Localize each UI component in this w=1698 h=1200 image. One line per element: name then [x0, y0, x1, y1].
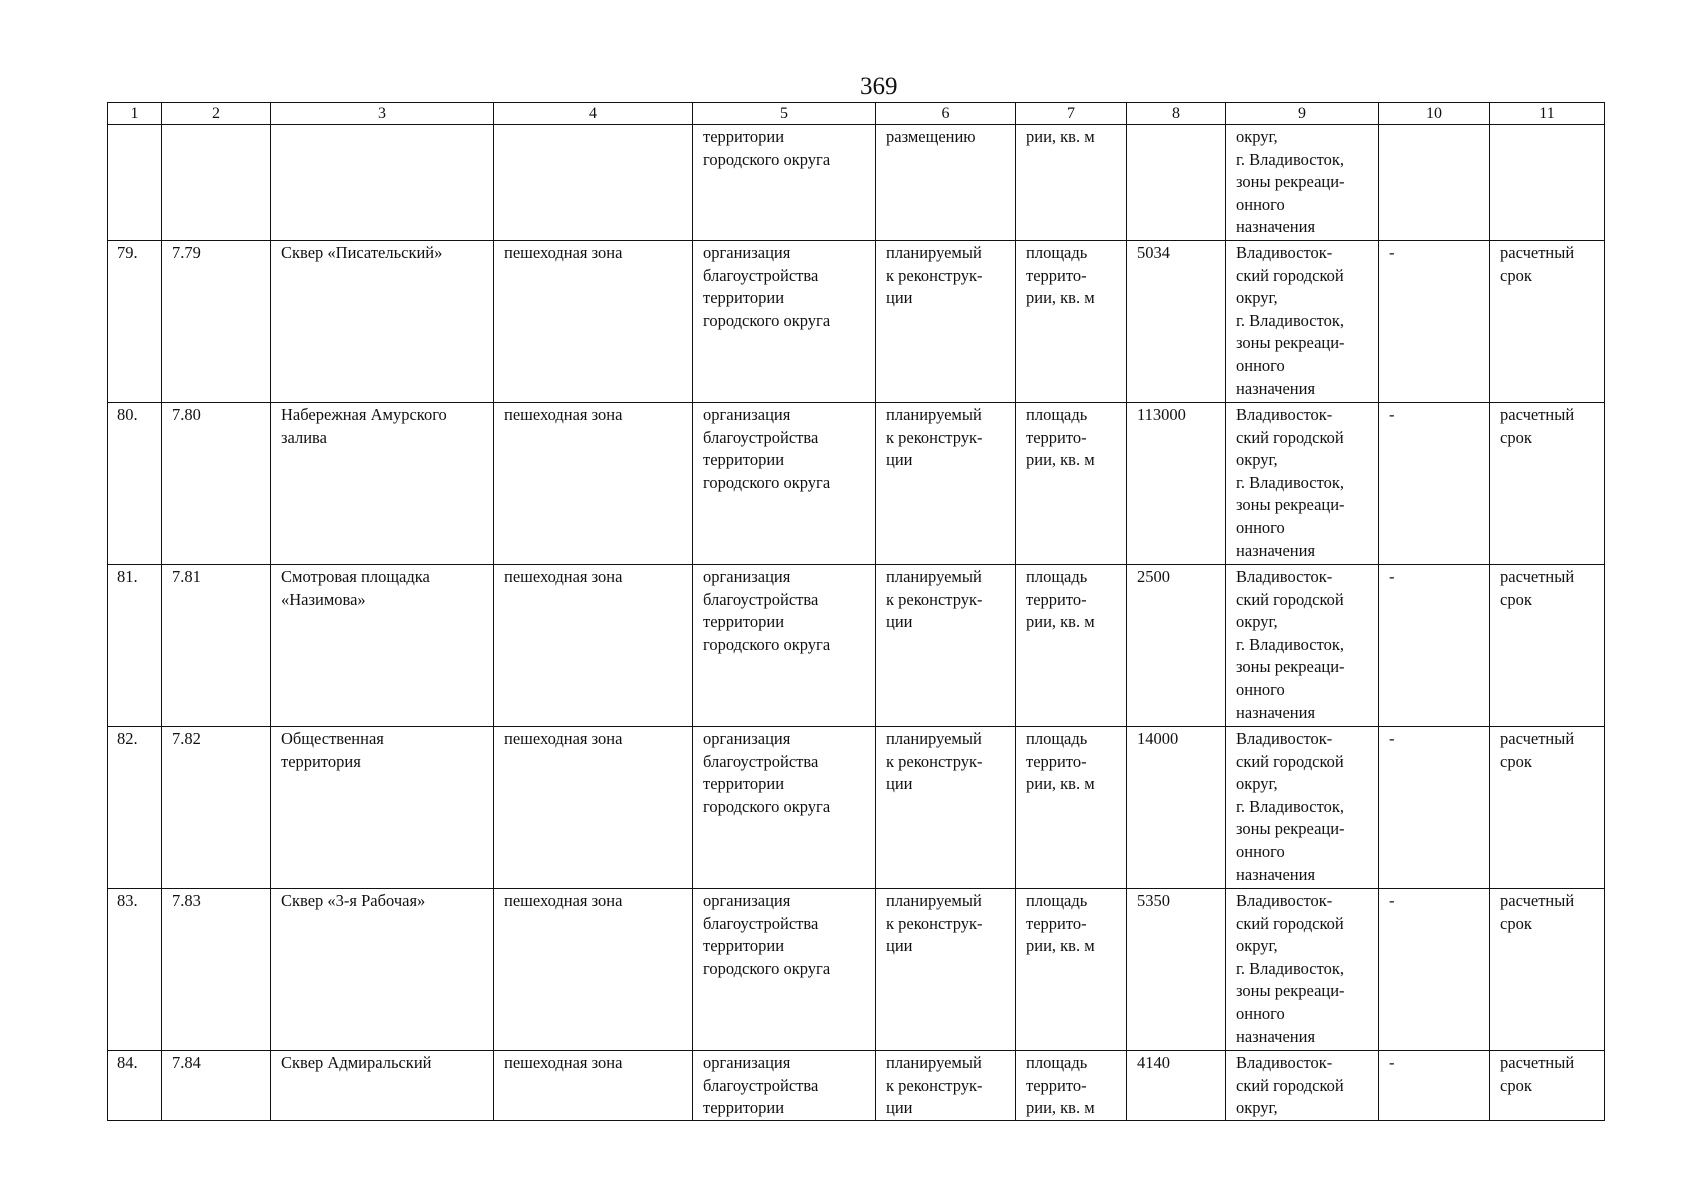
object-name-cell: Сквер Адмиральский [271, 1051, 494, 1121]
column-header: 11 [1490, 103, 1605, 125]
status-cell: планируемый к реконструк- ции [876, 565, 1016, 727]
purpose-cell: организация благоустройства территории городского округа [693, 565, 876, 727]
zone-cell: - [1379, 403, 1490, 565]
item-code-cell: 7.84 [162, 1051, 271, 1121]
object-name-cell: Сквер «Писательский» [271, 241, 494, 403]
item-code-cell: 7.82 [162, 727, 271, 889]
status-cell: планируемый к реконструк- ции [876, 727, 1016, 889]
column-header: 1 [108, 103, 162, 125]
location-cell: Владивосток- ский городской округ, г. Владивосток, зоны рекреаци- онного назначения [1226, 889, 1379, 1051]
status-cell: размещению [876, 125, 1016, 241]
column-header: 10 [1379, 103, 1490, 125]
location-cell: Владивосток- ский городской округ, г. Владивосток, зоны рекреаци- онного назначения [1226, 403, 1379, 565]
term-cell [1490, 125, 1605, 241]
column-header: 3 [271, 103, 494, 125]
characteristic-cell: площадь террито- рии, кв. м [1016, 889, 1127, 1051]
column-header: 4 [494, 103, 693, 125]
object-type-cell: пешеходная зона [494, 727, 693, 889]
value-cell: 14000 [1127, 727, 1226, 889]
item-code-cell: 7.83 [162, 889, 271, 1051]
row-number-cell: 84. [108, 1051, 162, 1121]
row-number-cell: 81. [108, 565, 162, 727]
value-cell: 113000 [1127, 403, 1226, 565]
location-cell: Владивосток- ский городской округ, г. Владивосток, зоны рекреаци- онного назначения [1226, 241, 1379, 403]
status-cell: планируемый к реконструк- ции [876, 403, 1016, 565]
status-cell: планируемый к реконструк- ции [876, 889, 1016, 1051]
value-cell: 4140 [1127, 1051, 1226, 1121]
table-row [108, 241, 1605, 403]
zone-cell: - [1379, 565, 1490, 727]
term-cell: расчетный срок [1490, 1051, 1605, 1121]
object-type-cell: пешеходная зона [494, 565, 693, 727]
location-cell: Владивосток- ский городской округ, г. Владивосток, зоны рекреаци- онного назначения [1226, 727, 1379, 889]
characteristic-cell: площадь террито- рии, кв. м [1016, 241, 1127, 403]
location-cell: Владивосток- ский городской округ, г. Владивосток, зоны рекреаци- онного назначения [1226, 565, 1379, 727]
table-row [108, 889, 1605, 1051]
zone-cell: - [1379, 241, 1490, 403]
object-name-cell: Сквер «3-я Рабочая» [271, 889, 494, 1051]
item-code-cell: 7.80 [162, 403, 271, 565]
object-type-cell: пешеходная зона [494, 241, 693, 403]
row-number-cell: 82. [108, 727, 162, 889]
term-cell: расчетный срок [1490, 889, 1605, 1051]
item-code-cell: 7.81 [162, 565, 271, 727]
value-cell [1127, 125, 1226, 241]
value-cell: 5034 [1127, 241, 1226, 403]
characteristic-cell: площадь террито- рии, кв. м [1016, 565, 1127, 727]
item-code-cell [162, 125, 271, 241]
row-number-cell: 79. [108, 241, 162, 403]
column-header: 9 [1226, 103, 1379, 125]
column-header: 8 [1127, 103, 1226, 125]
location-cell: округ, г. Владивосток, зоны рекреаци- онного назначения [1226, 125, 1379, 241]
object-type-cell: пешеходная зона [494, 1051, 693, 1121]
column-header: 7 [1016, 103, 1127, 125]
zone-cell: - [1379, 889, 1490, 1051]
zone-cell [1379, 125, 1490, 241]
value-cell: 2500 [1127, 565, 1226, 727]
characteristic-cell: площадь террито- рии, кв. м [1016, 403, 1127, 565]
table-row [108, 403, 1605, 565]
purpose-cell: организация благоустройства территории городского округа [693, 403, 876, 565]
value-cell: 5350 [1127, 889, 1226, 1051]
term-cell: расчетный срок [1490, 241, 1605, 403]
characteristic-cell: площадь террито- рии, кв. м [1016, 727, 1127, 889]
row-number-cell: 80. [108, 403, 162, 565]
purpose-cell: организация благоустройства территории городского округа [693, 889, 876, 1051]
characteristic-cell: рии, кв. м [1016, 125, 1127, 241]
status-cell: планируемый к реконструк- ции [876, 241, 1016, 403]
table-row [108, 565, 1605, 727]
purpose-cell: территории городского округа [693, 125, 876, 241]
object-name-cell [271, 125, 494, 241]
table-row [108, 1051, 1605, 1121]
object-name-cell: Общественная территория [271, 727, 494, 889]
table-row-continuation [108, 125, 1605, 241]
status-cell: планируемый к реконструк- ции [876, 1051, 1016, 1121]
column-header: 6 [876, 103, 1016, 125]
column-header: 2 [162, 103, 271, 125]
purpose-cell: организация благоустройства территории городского округа [693, 241, 876, 403]
column-number-header-row [108, 103, 1605, 125]
document-table [107, 102, 1605, 1121]
column-header: 5 [693, 103, 876, 125]
object-name-cell: Набережная Амурского залива [271, 403, 494, 565]
row-number-cell [108, 125, 162, 241]
zone-cell: - [1379, 1051, 1490, 1121]
row-number-cell: 83. [108, 889, 162, 1051]
purpose-cell: организация благоустройства территории [693, 1051, 876, 1121]
object-type-cell: пешеходная зона [494, 889, 693, 1051]
item-code-cell: 7.79 [162, 241, 271, 403]
term-cell: расчетный срок [1490, 403, 1605, 565]
location-cell: Владивосток- ский городской округ, [1226, 1051, 1379, 1121]
object-name-cell: Смотровая площадка «Назимова» [271, 565, 494, 727]
object-type-cell: пешеходная зона [494, 403, 693, 565]
characteristic-cell: площадь террито- рии, кв. м [1016, 1051, 1127, 1121]
table-row [108, 727, 1605, 889]
term-cell: расчетный срок [1490, 727, 1605, 889]
object-type-cell [494, 125, 693, 241]
zone-cell: - [1379, 727, 1490, 889]
purpose-cell: организация благоустройства территории городского округа [693, 727, 876, 889]
term-cell: расчетный срок [1490, 565, 1605, 727]
page-number: 369 [860, 73, 898, 100]
